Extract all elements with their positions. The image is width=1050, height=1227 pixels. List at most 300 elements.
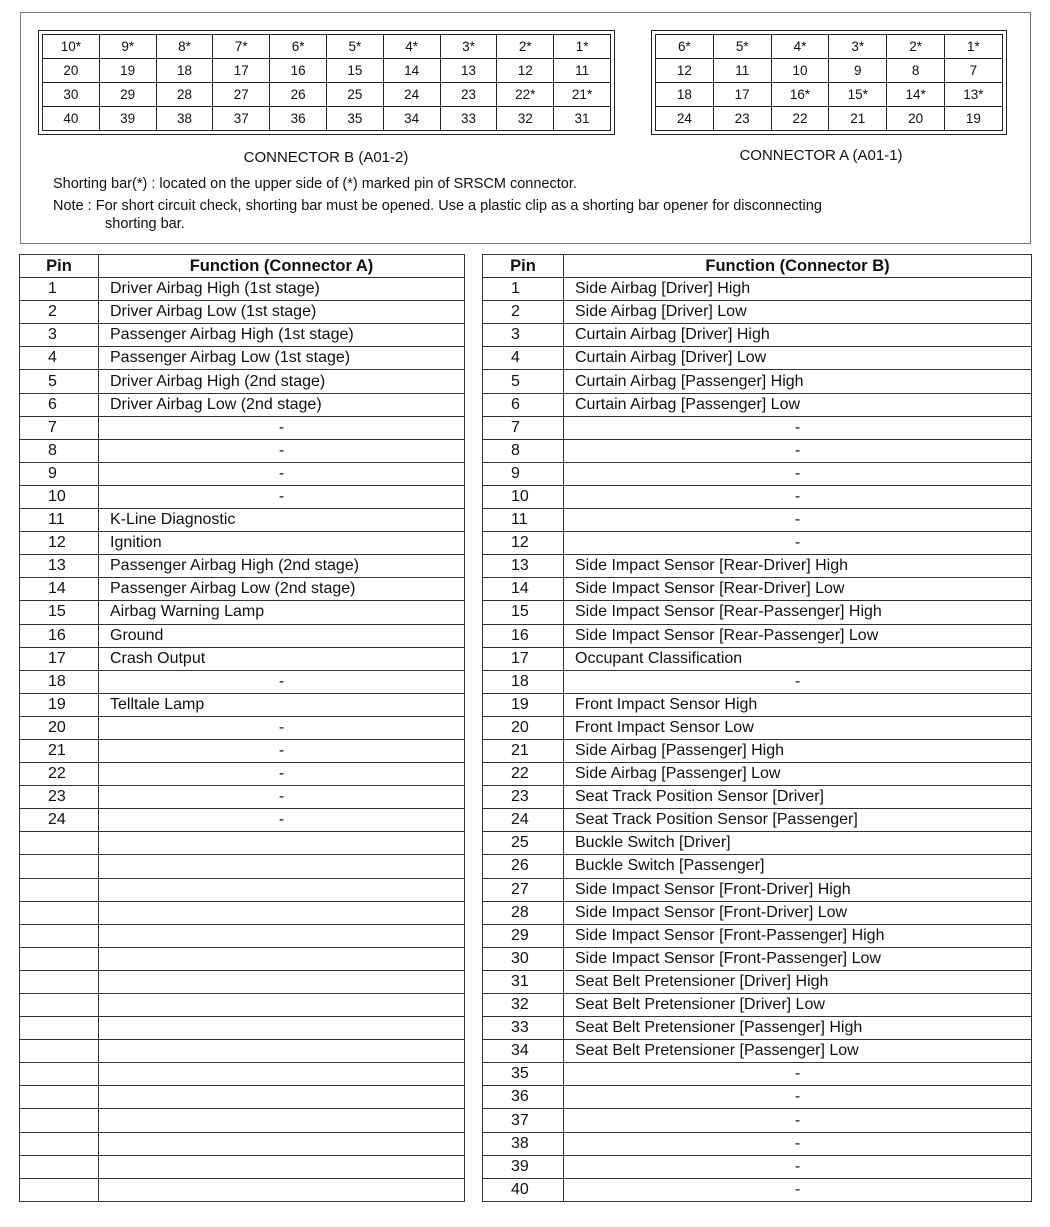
connector-a-pin-row <box>656 107 1003 131</box>
function-b-cell: - <box>564 1155 1032 1178</box>
pin-a-cell: 7 <box>20 416 99 439</box>
table-row <box>20 1040 1032 1063</box>
table-row <box>20 1155 1032 1178</box>
function-a-cell <box>99 1132 465 1155</box>
function-b-cell: Side Impact Sensor [Rear-Driver] Low <box>564 578 1032 601</box>
connector-a-pin-cell: 4* <box>771 35 829 59</box>
connector-a-pin-cell: 15* <box>829 83 887 107</box>
pin-a-cell: 12 <box>20 532 99 555</box>
column-gap <box>465 1178 483 1201</box>
connector-a-pin-cell: 11 <box>713 59 771 83</box>
function-b-cell: - <box>564 462 1032 485</box>
pin-b-cell: 16 <box>483 624 564 647</box>
pin-b-cell: 13 <box>483 555 564 578</box>
function-b-cell: Side Impact Sensor [Front-Passenger] High <box>564 924 1032 947</box>
function-b-cell: Side Airbag [Passenger] Low <box>564 763 1032 786</box>
function-b-cell: Seat Belt Pretensioner [Driver] Low <box>564 994 1032 1017</box>
pin-a-cell <box>20 1132 99 1155</box>
pin-b-cell: 8 <box>483 439 564 462</box>
column-gap <box>465 509 483 532</box>
table-row <box>20 393 1032 416</box>
pin-a-cell: 11 <box>20 509 99 532</box>
column-gap <box>465 462 483 485</box>
function-a-cell: Driver Airbag High (2nd stage) <box>99 370 465 393</box>
column-gap <box>465 947 483 970</box>
connector-b-pin-cell: 38 <box>156 107 213 131</box>
pin-b-cell: 21 <box>483 739 564 762</box>
column-gap <box>465 624 483 647</box>
table-row <box>20 1132 1032 1155</box>
pin-b-cell: 20 <box>483 716 564 739</box>
function-b-cell: Side Airbag [Driver] High <box>564 278 1032 301</box>
connector-a-pin-cell: 8 <box>887 59 945 83</box>
connector-b-caption: CONNECTOR B (A01-2) <box>243 149 409 166</box>
column-gap <box>465 324 483 347</box>
function-a-cell <box>99 1155 465 1178</box>
pin-b-cell: 3 <box>483 324 564 347</box>
function-b-cell: Occupant Classification <box>564 647 1032 670</box>
pin-function-table <box>19 254 1032 1202</box>
function-a-cell <box>99 994 465 1017</box>
connector-a-pin-cell: 22 <box>771 107 829 131</box>
function-b-cell: Seat Track Position Sensor [Driver] <box>564 786 1032 809</box>
connector-a-pin-cell: 12 <box>656 59 714 83</box>
pin-b-cell: 26 <box>483 855 564 878</box>
function-b-cell: Curtain Airbag [Passenger] Low <box>564 393 1032 416</box>
function-b-cell: Side Impact Sensor [Rear-Passenger] High <box>564 601 1032 624</box>
column-gap <box>465 809 483 832</box>
pin-a-cell <box>20 1086 99 1109</box>
function-b-cell: Side Impact Sensor [Front-Driver] Low <box>564 901 1032 924</box>
function-b-cell: - <box>564 439 1032 462</box>
table-row <box>20 763 1032 786</box>
column-gap <box>465 370 483 393</box>
table-row <box>20 601 1032 624</box>
function-b-cell: - <box>564 416 1032 439</box>
table-row <box>20 739 1032 762</box>
connector-b-pin-cell: 12 <box>497 59 554 83</box>
connector-a-pin-cell: 3* <box>829 35 887 59</box>
connector-a-pin-cell: 17 <box>713 83 771 107</box>
connector-a-face <box>651 30 1007 135</box>
table-row <box>20 855 1032 878</box>
function-a-cell <box>99 970 465 993</box>
function-a-cell <box>99 1040 465 1063</box>
table-row <box>20 786 1032 809</box>
table-row <box>20 555 1032 578</box>
function-a-cell: - <box>99 439 465 462</box>
pin-b-cell: 1 <box>483 278 564 301</box>
table-row <box>20 509 1032 532</box>
connector-b-pin-cell: 31 <box>554 107 611 131</box>
pin-a-cell: 4 <box>20 347 99 370</box>
column-gap <box>465 670 483 693</box>
connector-b-pin-cell: 4* <box>383 35 440 59</box>
column-gap <box>465 1063 483 1086</box>
connector-a-pin-cell: 7 <box>944 59 1002 83</box>
pin-b-cell: 17 <box>483 647 564 670</box>
function-a-cell: - <box>99 786 465 809</box>
function-a-cell: Driver Airbag Low (2nd stage) <box>99 393 465 416</box>
column-gap <box>465 278 483 301</box>
pin-b-cell: 22 <box>483 763 564 786</box>
connector-a-caption: CONNECTOR A (A01-1) <box>739 147 903 164</box>
column-gap <box>465 578 483 601</box>
connector-b-pin-cell: 11 <box>554 59 611 83</box>
connector-b-pin-cell: 26 <box>270 83 327 107</box>
table-row <box>20 647 1032 670</box>
function-a-cell: Ignition <box>99 532 465 555</box>
column-gap <box>465 994 483 1017</box>
function-a-cell: Driver Airbag Low (1st stage) <box>99 301 465 324</box>
connector-b-pin-cell: 13 <box>440 59 497 83</box>
pin-a-cell <box>20 994 99 1017</box>
pin-a-cell <box>20 947 99 970</box>
function-b-cell: - <box>564 1132 1032 1155</box>
pin-a-cell: 9 <box>20 462 99 485</box>
pin-a-cell <box>20 1063 99 1086</box>
connector-b-pin-cell: 21* <box>554 83 611 107</box>
pin-b-cell: 15 <box>483 601 564 624</box>
function-a-cell: - <box>99 739 465 762</box>
function-a-cell <box>99 947 465 970</box>
column-gap <box>465 786 483 809</box>
function-a-cell <box>99 1086 465 1109</box>
connector-b-pin-cell: 35 <box>326 107 383 131</box>
function-a-cell: Driver Airbag High (1st stage) <box>99 278 465 301</box>
connector-a-pin-cell: 16* <box>771 83 829 107</box>
pin-a-cell <box>20 1178 99 1201</box>
column-gap <box>465 532 483 555</box>
column-gap <box>465 393 483 416</box>
table-row <box>20 324 1032 347</box>
table-row <box>20 370 1032 393</box>
pin-b-cell: 40 <box>483 1178 564 1201</box>
pin-a-cell: 2 <box>20 301 99 324</box>
pin-b-cell: 35 <box>483 1063 564 1086</box>
pin-a-cell <box>20 924 99 947</box>
pin-a-cell: 3 <box>20 324 99 347</box>
pin-a-cell: 5 <box>20 370 99 393</box>
column-gap <box>465 763 483 786</box>
pin-a-cell <box>20 855 99 878</box>
pin-b-cell: 14 <box>483 578 564 601</box>
pin-b-cell: 11 <box>483 509 564 532</box>
connector-a-pin-cell: 10 <box>771 59 829 83</box>
table-row <box>20 901 1032 924</box>
pin-a-cell: 24 <box>20 809 99 832</box>
function-a-cell: - <box>99 716 465 739</box>
pin-a-cell: 22 <box>20 763 99 786</box>
column-gap <box>465 1017 483 1040</box>
function-a-cell: - <box>99 462 465 485</box>
connector-b-pin-cell: 8* <box>156 35 213 59</box>
function-b-cell: Side Impact Sensor [Front-Passenger] Low <box>564 947 1032 970</box>
table-row <box>20 347 1032 370</box>
pin-a-cell: 13 <box>20 555 99 578</box>
connector-b-pin-cell: 9* <box>99 35 156 59</box>
connector-a-pin-cell: 18 <box>656 83 714 107</box>
connector-diagram <box>20 12 1031 244</box>
table-row <box>20 947 1032 970</box>
function-a-cell: Passenger Airbag High (1st stage) <box>99 324 465 347</box>
function-b-cell: Curtain Airbag [Driver] Low <box>564 347 1032 370</box>
pin-a-cell <box>20 1017 99 1040</box>
function-b-cell: Seat Belt Pretensioner [Passenger] Low <box>564 1040 1032 1063</box>
connector-b-pin-cell: 5* <box>326 35 383 59</box>
table-row <box>20 693 1032 716</box>
connector-b-pin-cell: 39 <box>99 107 156 131</box>
table-row <box>20 624 1032 647</box>
table-row <box>20 1178 1032 1201</box>
column-gap <box>465 739 483 762</box>
connector-b-pin-cell: 10* <box>43 35 100 59</box>
column-gap <box>465 901 483 924</box>
function-a-cell <box>99 1109 465 1132</box>
connector-b-face <box>38 30 615 135</box>
table-row <box>20 578 1032 601</box>
connector-b-pin-row <box>43 83 611 107</box>
function-b-cell: - <box>564 509 1032 532</box>
connector-a-pin-row <box>656 35 1003 59</box>
function-a-cell <box>99 1017 465 1040</box>
pin-a-cell: 1 <box>20 278 99 301</box>
function-a-cell <box>99 832 465 855</box>
pin-b-cell: 2 <box>483 301 564 324</box>
function-a-cell <box>99 1063 465 1086</box>
connector-b-pin-cell: 17 <box>213 59 270 83</box>
column-gap <box>465 832 483 855</box>
function-a-cell: Passenger Airbag Low (1st stage) <box>99 347 465 370</box>
connector-a-pin-cell: 21 <box>829 107 887 131</box>
table-row <box>20 716 1032 739</box>
pin-b-cell: 31 <box>483 970 564 993</box>
pin-a-cell <box>20 832 99 855</box>
pin-b-cell: 6 <box>483 393 564 416</box>
connector-a-pin-cell: 24 <box>656 107 714 131</box>
table-row <box>20 462 1032 485</box>
connector-b-pin-cell: 6* <box>270 35 327 59</box>
function-b-cell: Buckle Switch [Driver] <box>564 832 1032 855</box>
pin-b-cell: 12 <box>483 532 564 555</box>
pin-b-cell: 23 <box>483 786 564 809</box>
connector-b-pin-cell: 7* <box>213 35 270 59</box>
pin-b-cell: 32 <box>483 994 564 1017</box>
function-a-cell <box>99 924 465 947</box>
pin-a-cell <box>20 1155 99 1178</box>
pin-b-cell: 38 <box>483 1132 564 1155</box>
function-a-cell: - <box>99 485 465 508</box>
pin-b-cell: 30 <box>483 947 564 970</box>
connector-b-pin-cell: 22* <box>497 83 554 107</box>
column-gap <box>465 555 483 578</box>
column-gap <box>465 970 483 993</box>
short-circuit-note <box>53 197 1013 233</box>
function-b-cell: Front Impact Sensor High <box>564 693 1032 716</box>
table-row <box>20 924 1032 947</box>
function-a-cell <box>99 878 465 901</box>
connector-b-pin-cell: 30 <box>43 83 100 107</box>
table-row <box>20 809 1032 832</box>
function-a-cell: Ground <box>99 624 465 647</box>
pin-b-cell: 33 <box>483 1017 564 1040</box>
pin-b-cell: 39 <box>483 1155 564 1178</box>
pin-b-cell: 37 <box>483 1109 564 1132</box>
connector-a-pin-cell: 1* <box>944 35 1002 59</box>
column-gap <box>465 301 483 324</box>
connector-b-pin-cell: 32 <box>497 107 554 131</box>
function-b-cell: Seat Belt Pretensioner [Driver] High <box>564 970 1032 993</box>
function-b-cell: Seat Belt Pretensioner [Passenger] High <box>564 1017 1032 1040</box>
table-row <box>20 1063 1032 1086</box>
column-gap <box>465 1040 483 1063</box>
function-b-cell: Side Impact Sensor [Rear-Passenger] Low <box>564 624 1032 647</box>
table-row <box>20 532 1032 555</box>
header-function-a: Function (Connector A) <box>99 255 465 278</box>
function-a-cell: - <box>99 670 465 693</box>
function-b-cell: Side Impact Sensor [Front-Driver] High <box>564 878 1032 901</box>
pin-a-cell: 17 <box>20 647 99 670</box>
pin-a-cell <box>20 878 99 901</box>
table-row <box>20 485 1032 508</box>
table-row <box>20 1017 1032 1040</box>
connector-a-pin-cell: 5* <box>713 35 771 59</box>
pin-a-cell: 19 <box>20 693 99 716</box>
pin-a-cell: 20 <box>20 716 99 739</box>
table-row <box>20 278 1032 301</box>
function-a-cell: Passenger Airbag Low (2nd stage) <box>99 578 465 601</box>
function-b-cell: Side Airbag [Passenger] High <box>564 739 1032 762</box>
pin-a-cell <box>20 901 99 924</box>
function-a-cell <box>99 1178 465 1201</box>
pin-a-cell: 18 <box>20 670 99 693</box>
connector-b-pin-cell: 28 <box>156 83 213 107</box>
function-b-cell: - <box>564 532 1032 555</box>
function-a-cell: Telltale Lamp <box>99 693 465 716</box>
connector-a-pin-cell: 2* <box>887 35 945 59</box>
function-a-cell: K-Line Diagnostic <box>99 509 465 532</box>
table-row <box>20 416 1032 439</box>
table-header-row <box>20 255 1032 278</box>
connector-b-pin-cell: 37 <box>213 107 270 131</box>
function-b-cell: - <box>564 670 1032 693</box>
connector-b-pin-cell: 3* <box>440 35 497 59</box>
function-b-cell: - <box>564 1109 1032 1132</box>
connector-b-pin-cell: 36 <box>270 107 327 131</box>
table-row <box>20 1086 1032 1109</box>
pin-b-cell: 19 <box>483 693 564 716</box>
connector-b-pin-cell: 24 <box>383 83 440 107</box>
connector-b-pin-cell: 40 <box>43 107 100 131</box>
column-gap <box>465 601 483 624</box>
table-row <box>20 970 1032 993</box>
table-row <box>20 994 1032 1017</box>
function-b-cell: - <box>564 1086 1032 1109</box>
pin-a-cell: 6 <box>20 393 99 416</box>
column-gap <box>465 1086 483 1109</box>
function-b-cell: Seat Track Position Sensor [Passenger] <box>564 809 1032 832</box>
connector-b-pin-cell: 19 <box>99 59 156 83</box>
column-gap <box>465 716 483 739</box>
column-gap <box>465 924 483 947</box>
connector-b-pin-cell: 29 <box>99 83 156 107</box>
column-gap <box>465 416 483 439</box>
pin-a-cell <box>20 1040 99 1063</box>
pin-b-cell: 29 <box>483 924 564 947</box>
header-pin-b: Pin <box>483 255 564 278</box>
column-gap <box>465 1155 483 1178</box>
function-b-cell: Side Airbag [Driver] Low <box>564 301 1032 324</box>
pin-b-cell: 24 <box>483 809 564 832</box>
column-gap <box>465 347 483 370</box>
pin-b-cell: 27 <box>483 878 564 901</box>
connector-b-pin-cell: 34 <box>383 107 440 131</box>
pin-b-cell: 28 <box>483 901 564 924</box>
connector-a-pin-row <box>656 59 1003 83</box>
connector-a-pin-cell: 19 <box>944 107 1002 131</box>
connector-b-pin-cell: 1* <box>554 35 611 59</box>
connector-a-pin-row <box>656 83 1003 107</box>
column-gap <box>465 647 483 670</box>
header-pin-a: Pin <box>20 255 99 278</box>
pin-b-cell: 4 <box>483 347 564 370</box>
connector-b-pin-cell: 18 <box>156 59 213 83</box>
function-a-cell: Airbag Warning Lamp <box>99 601 465 624</box>
pin-a-cell <box>20 1109 99 1132</box>
function-b-cell: Buckle Switch [Passenger] <box>564 855 1032 878</box>
connector-b-pin-cell: 14 <box>383 59 440 83</box>
connector-a-pin-cell: 14* <box>887 83 945 107</box>
function-b-cell: Front Impact Sensor Low <box>564 716 1032 739</box>
function-b-cell: - <box>564 485 1032 508</box>
table-row <box>20 301 1032 324</box>
pin-a-cell <box>20 970 99 993</box>
short-circuit-note-line-1: Note : For short circuit check, shorting bar must be opened. Use a plastic clip as a shorting bar opener for disconnecting <box>53 198 822 214</box>
function-a-cell: Crash Output <box>99 647 465 670</box>
connector-b-pin-cell: 16 <box>270 59 327 83</box>
connector-a-pin-grid <box>655 34 1003 131</box>
pin-a-cell: 21 <box>20 739 99 762</box>
header-function-b: Function (Connector B) <box>564 255 1032 278</box>
connector-b-pin-cell: 33 <box>440 107 497 131</box>
pin-b-cell: 9 <box>483 462 564 485</box>
connector-b-pin-cell: 27 <box>213 83 270 107</box>
connector-b-pin-grid <box>42 34 611 131</box>
pin-b-cell: 18 <box>483 670 564 693</box>
pin-b-cell: 5 <box>483 370 564 393</box>
table-row <box>20 439 1032 462</box>
connector-b-pin-row <box>43 59 611 83</box>
pin-b-cell: 34 <box>483 1040 564 1063</box>
function-b-cell: - <box>564 1063 1032 1086</box>
function-b-cell: Curtain Airbag [Driver] High <box>564 324 1032 347</box>
connector-b-pin-cell: 23 <box>440 83 497 107</box>
pin-a-cell: 14 <box>20 578 99 601</box>
pin-a-cell: 10 <box>20 485 99 508</box>
column-gap <box>465 255 483 278</box>
connector-b-pin-row <box>43 107 611 131</box>
pin-a-cell: 8 <box>20 439 99 462</box>
pin-a-cell: 16 <box>20 624 99 647</box>
table-row <box>20 1109 1032 1132</box>
column-gap <box>465 1132 483 1155</box>
function-a-cell: - <box>99 416 465 439</box>
connector-b-pin-cell: 20 <box>43 59 100 83</box>
connector-a-pin-cell: 20 <box>887 107 945 131</box>
table-row <box>20 878 1032 901</box>
shorting-bar-note: Shorting bar(*) : located on the upper side of (*) marked pin of SRSCM connector. <box>53 176 577 192</box>
function-a-cell: - <box>99 809 465 832</box>
